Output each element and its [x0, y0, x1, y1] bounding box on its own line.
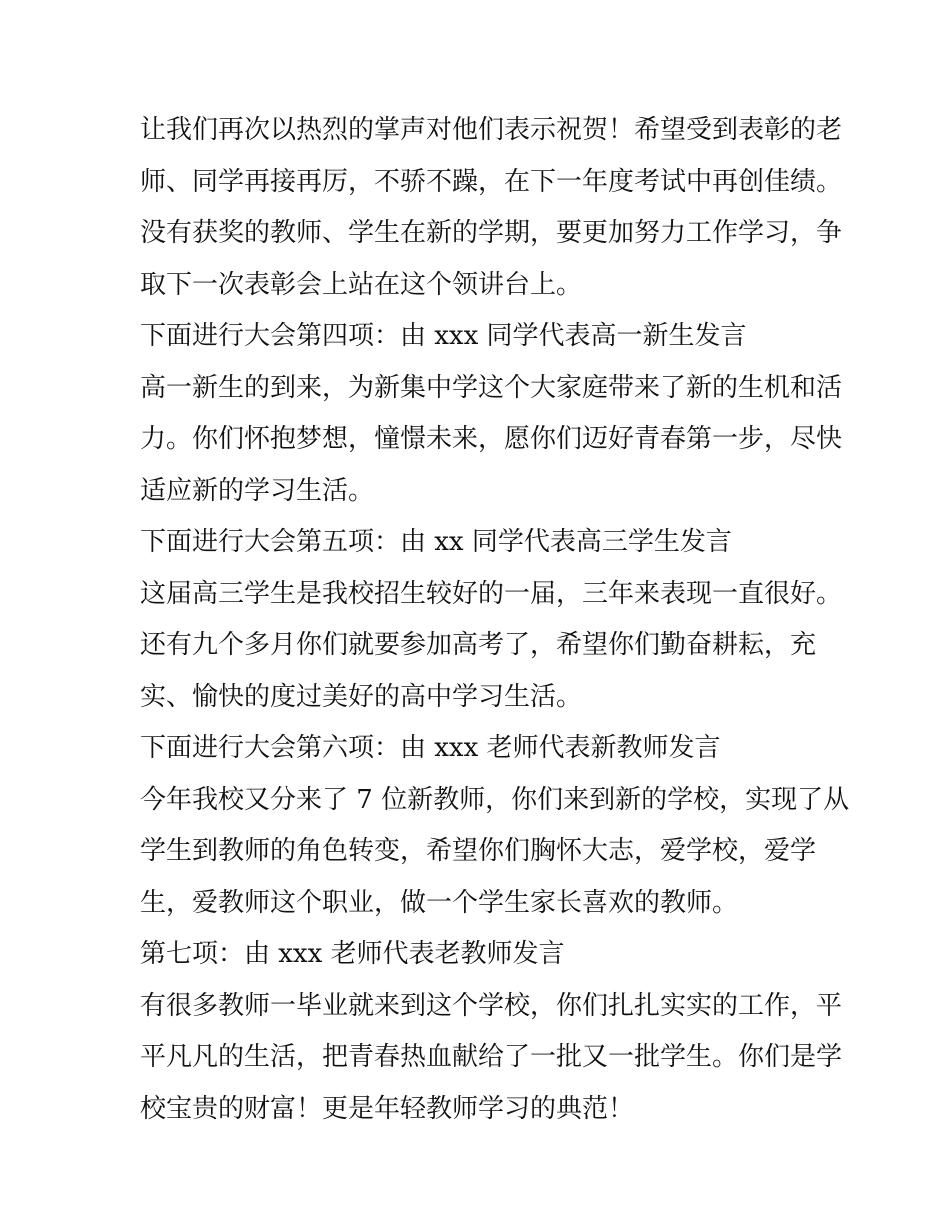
text-line: 让我们再次以热烈的掌声对他们表示祝贺！希望受到表彰的老: [140, 115, 843, 145]
agenda-item-heading: 第七项：由 xxx 老师代表老教师发言: [140, 939, 565, 969]
text-line: 平凡凡的生活，把青春热血献给了一批又一批学生。你们是学: [140, 1042, 843, 1072]
text-line: 有很多教师一毕业就来到这个学校，你们扎扎实实的工作，平: [140, 990, 843, 1021]
text-line: 没有获奖的教师、学生在新的学期，要更加努力工作学习，争: [140, 218, 843, 248]
text-line: 适应新的学习生活。: [140, 475, 375, 506]
agenda-item-heading: 下面进行大会第五项：由 xx 同学代表高三学生发言: [140, 527, 732, 557]
text-line: 取下一次表彰会上站在这个领讲台上。: [140, 269, 583, 300]
text-line: 今年我校又分来了 7 位新教师，你们来到新的学校，实现了从: [140, 784, 850, 815]
text-line: 这届高三学生是我校招生较好的一届，三年来表现一直很好。: [140, 578, 843, 609]
agenda-item-heading: 下面进行大会第六项：由 xxx 老师代表新教师发言: [140, 733, 721, 763]
text-line: 师、同学再接再厉，不骄不躁，在下一年度考试中再创佳绩。: [140, 166, 843, 197]
text-line: 实、愉快的度过美好的高中学习生活。: [140, 681, 583, 712]
text-line: 还有九个多月你们就要参加高考了，希望你们勤奋耕耘，充: [140, 630, 817, 660]
text-line: 高一新生的到来，为新集中学这个大家庭带来了新的生机和活: [140, 372, 843, 403]
document-body: [140, 105, 850, 1135]
text-line: 校宝贵的财富！更是年轻教师学习的典范！: [140, 1093, 635, 1124]
text-line: 学生到教师的角色转变，希望你们胸怀大志，爱学校，爱学: [140, 836, 817, 866]
text-line: 力。你们怀抱梦想，憧憬未来，愿你们迈好青春第一步，尽快: [140, 424, 843, 454]
text-line: 生，爱教师这个职业，做一个学生家长喜欢的教师。: [140, 887, 739, 918]
agenda-item-heading: 下面进行大会第四项：由 xxx 同学代表高一新生发言: [140, 321, 747, 351]
